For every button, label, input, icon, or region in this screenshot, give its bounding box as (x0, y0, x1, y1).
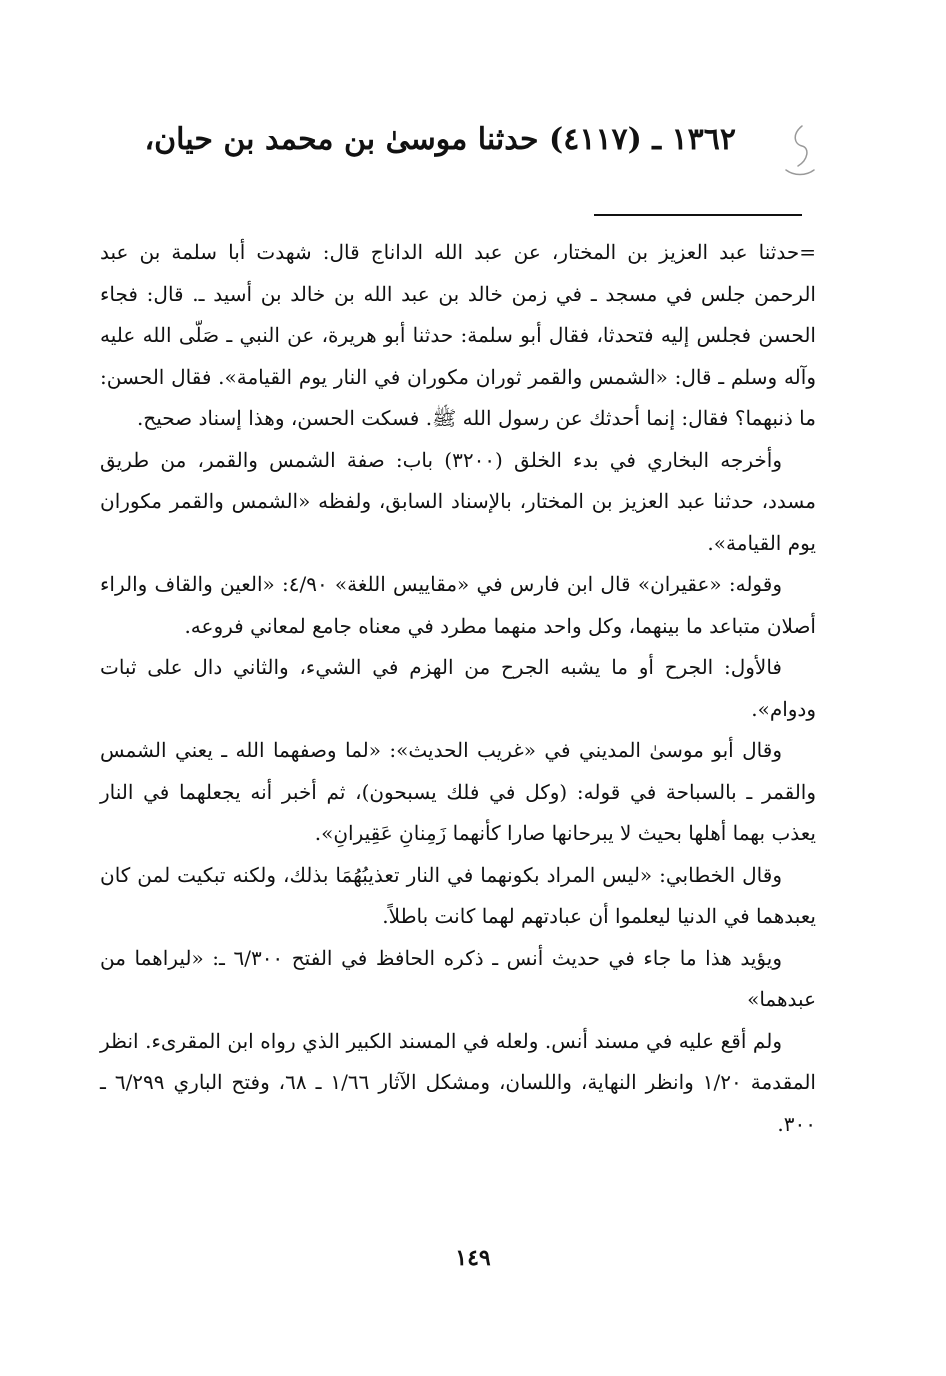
footnote-paragraph: وقوله: «عقيران» قال ابن فارس في «مقاييس اللغة» ٤/٩٠: «العين والقاف والراء أصلان متباعد ما بينهما، وكل واحد منهما مطرد في معناه جامع لمعاني فروعه. (100, 572, 816, 638)
footnote-paragraph: =حدثنا عبد العزيز بن المختار، عن عبد الله الداناج قال: شهدت أبا سلمة بن عبد الرحمن جلس في مسجد ـ في زمن خالد بن عبد الله بن خالد بن أسيد ـ. قال: فجاء الحسن فجلس إليه فتحدثا، فقال أبو سلمة: حدثنا أبو هريرة، عن النبي ـ صَلّى الله عليه وآله وسلم ـ قال: «الشمس والقمر ثوران مكوران في النار يوم القيامة». فقال الحسن: ما ذنبهما؟ فقال: إنما أحدثك عن رسول الله ﷺ. فسكت الحسن، وهذا إسناد صحيح. (100, 240, 816, 430)
page-number: ١٤٩ (455, 1245, 491, 1271)
handwritten-mark-icon (780, 120, 820, 180)
footnote-paragraph: وقال الخطابي: «ليس المراد بكونهما في النار تعذيبُهُمَا بذلك، ولكنه تبكيت لمن كان يعبدهما في الدنيا ليعلموا أن عبادتهم لهما كانت باطلاً. (100, 862, 816, 928)
hadith-heading: ١٣٦٢ ـ (٤١١٧) حدثنا موسىٰ بن محمد بن حيان، (144, 122, 736, 157)
footnote-separator (594, 214, 802, 216)
footnote-paragraph: وقال أبو موسىٰ المديني في «غريب الحديث»: «لما وصفهما الله ـ يعني الشمس والقمر ـ بالسباحة في قوله: (وكل في فلك يسبحون)، ثم أخبر أنه يجعلهما في النار يعذب بهما أهلها بحيث لا يبرحانها صارا كأنهما زَمِنانِ عَقِيرانِ». (100, 738, 816, 845)
footnote-paragraph: فالأول: الجرح أو ما يشبه الجرح من الهزم في الشيء، والثاني دال على ثبات ودوام». (100, 655, 816, 721)
footnotes-section (100, 232, 816, 1145)
footnote-paragraph: ولم أقع عليه في مسند أنس. ولعله في المسند الكبير الذي رواه ابن المقرىء. انظر المقدمة ١/٢٠ وانظر النهاية، واللسان، ومشكل الآثار ١/٦٦ ـ ٦٨، وفتح الباري ٦/٢٩٩ ـ ٣٠٠. (100, 1028, 816, 1136)
footnote-paragraph: وأخرجه البخاري في بدء الخلق (٣٢٠٠) باب: صفة الشمس والقمر، من طريق مسدد، حدثنا عبد العزيز بن المختار، بالإسناد السابق، ولفظه «الشمس والقمر مكوران يوم القيامة». (100, 447, 816, 555)
footnote-paragraph: ويؤيد هذا ما جاء في حديث أنس ـ ذكره الحافظ في الفتح ٦/٣٠٠ ـ: «ليراهما من عبدهما» (100, 945, 816, 1011)
